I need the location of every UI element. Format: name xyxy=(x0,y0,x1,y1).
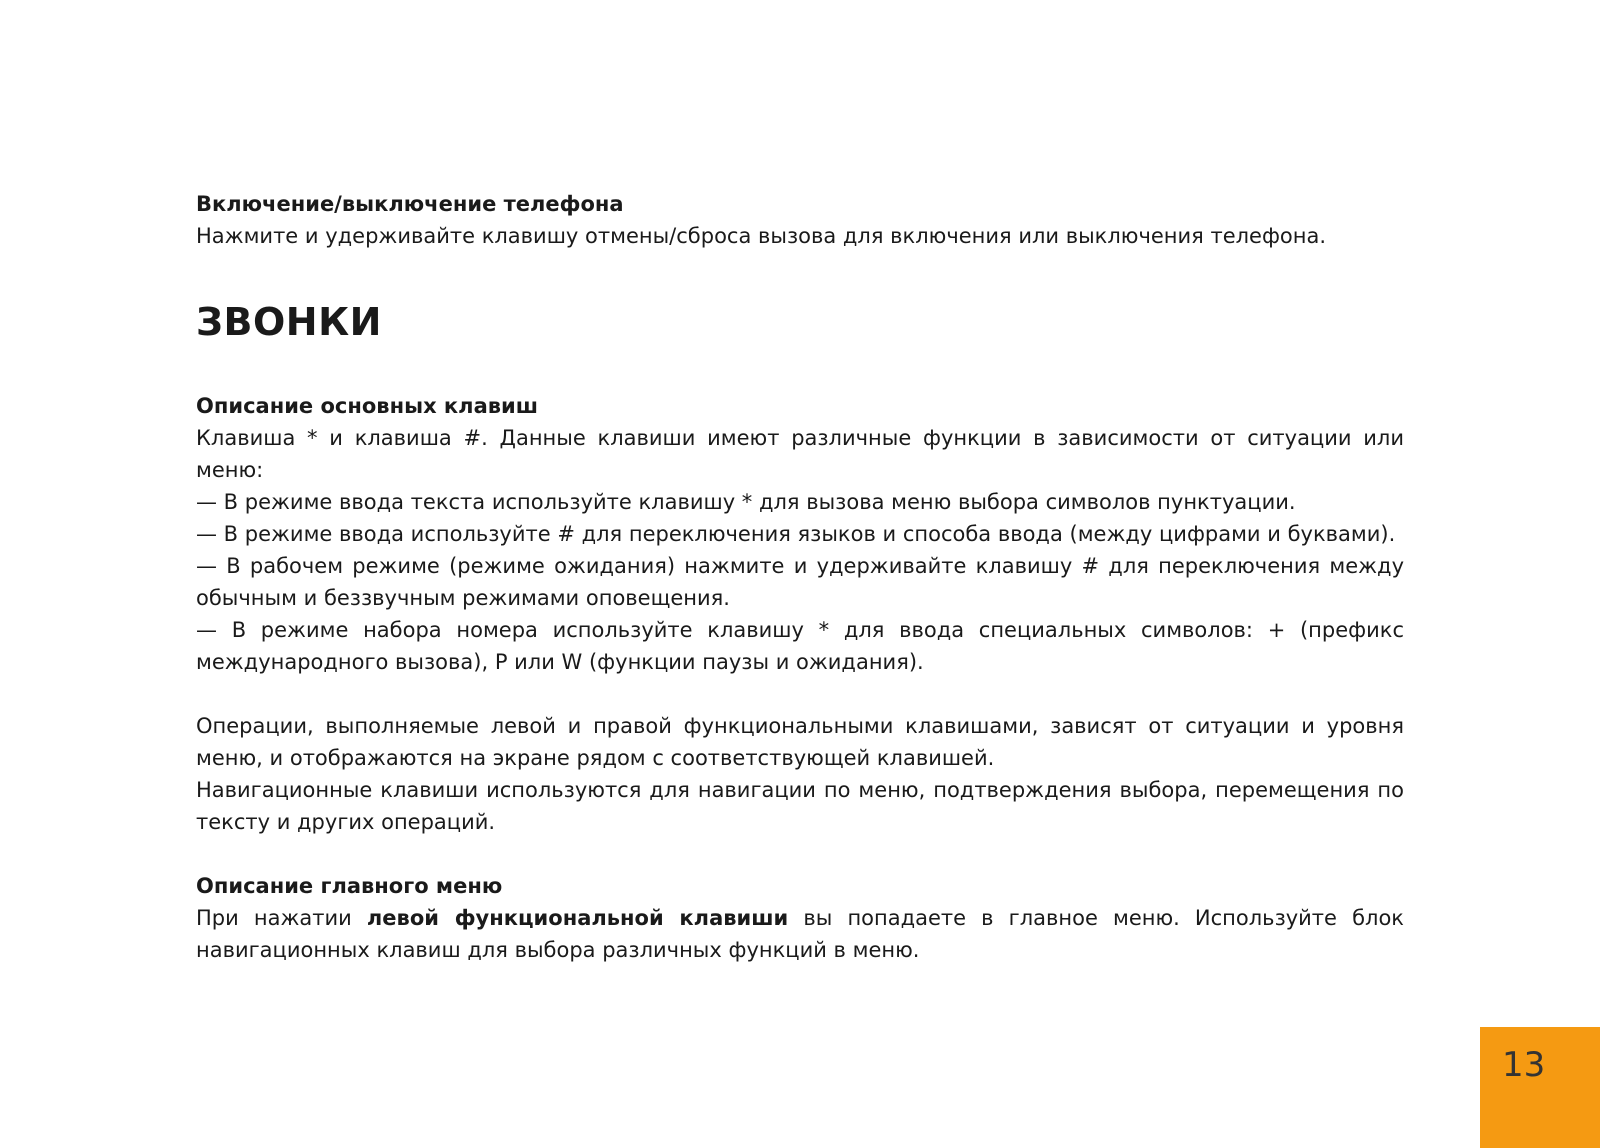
page-number-badge xyxy=(1480,1027,1600,1148)
keys-item: — В режиме набора номера используйте клавишу * для ввода специальных символов: + (префикс международного вызова), P или W (функции паузы и ожидания). xyxy=(196,618,1404,674)
power-heading: Включение/выключение телефона xyxy=(196,192,624,216)
menu-text-end: вы попадаете в главное меню. Используйте блок навигационных клавиш для выбора различных функций в меню. xyxy=(196,906,1404,962)
keys-item: — В рабочем режиме (режиме ожидания) нажмите и удерживайте клавишу # для переключения между обычным и беззвучным режимами оповещения. xyxy=(196,554,1404,610)
page-content xyxy=(196,188,1404,966)
menu-heading: Описание главного меню xyxy=(196,874,503,898)
spacer xyxy=(196,838,1404,870)
softkeys-text: Операции, выполняемые левой и правой функциональными клавишами, зависят от ситуации и уровня меню, и отображаются на экране рядом с соответствующей клавишей. xyxy=(196,714,1404,770)
keys-item: — В режиме ввода используйте # для переключения языков и способа ввода (между цифрами и буквами). xyxy=(196,522,1396,546)
spacer xyxy=(196,678,1404,710)
section-title: ЗВОНКИ xyxy=(196,300,382,344)
page-number: 13 xyxy=(1502,1045,1546,1085)
keys-heading: Описание основных клавиш xyxy=(196,394,539,418)
menu-text-start: При нажатии xyxy=(196,906,367,930)
left-softkey-emphasis: левой функциональной клавиши xyxy=(366,906,789,930)
keys-intro: Клавиша * и клавиша #. Данные клавиши имеют различные функции в зависимости от ситуации или меню: xyxy=(196,426,1404,482)
power-text: Нажмите и удерживайте клавишу отмены/сброса вызова для включения или выключения телефона. xyxy=(196,224,1327,248)
menu-text xyxy=(196,902,1404,966)
navkeys-text: Навигационные клавиши используются для навигации по меню, подтверждения выбора, перемещения по тексту и других операций. xyxy=(196,778,1404,834)
keys-item: — В режиме ввода текста используйте клавишу * для вызова меню выбора символов пунктуации. xyxy=(196,490,1296,514)
